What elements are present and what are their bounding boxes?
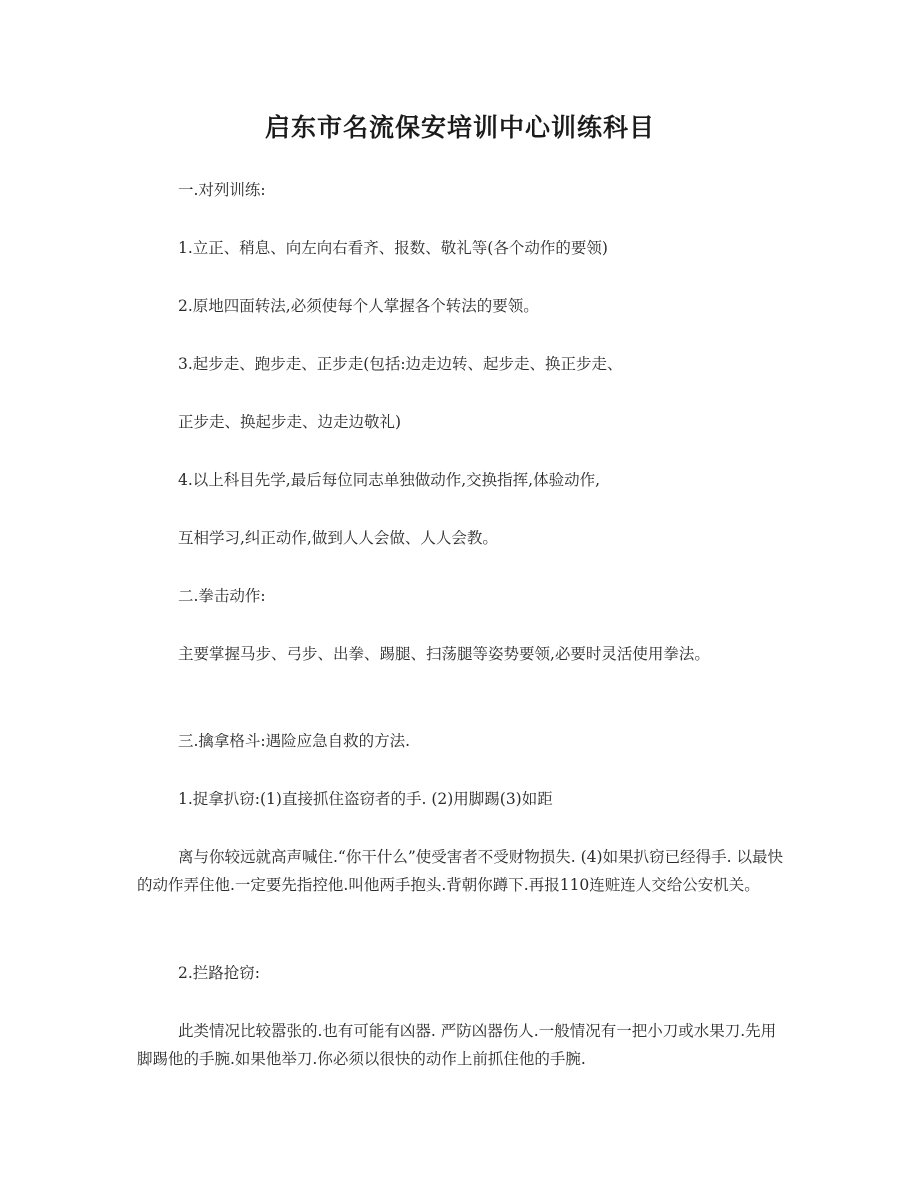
document-title: 启东市名流保安培训中心训练科目 <box>264 113 655 142</box>
paragraph: 4.以上科目先学,最后每位同志单独做动作,交换指挥,体验动作, <box>178 471 600 489</box>
paragraph: 互相学习,纠正动作,做到人人会做、人人会教。 <box>178 529 498 547</box>
paragraph: 3.起步走、跑步走、正步走(包括:边走边转、起步走、换正步走、 <box>178 355 623 373</box>
paragraph: 离与你较远就高声喊住.“你干什么”使受害者不受财物损失. (4)如果扒窃已经得手. 以最快的动作弄住他.一定要先指控他.叫他两手抱头.背朝你蹲下.再报110连赃连人交给公安机关。 <box>137 848 783 894</box>
section-heading-boxing: 二.拳击动作: <box>178 587 266 605</box>
paragraph: 1.捉拿扒窃:(1)直接抓住盗窃者的手. (2)用脚踢(3)如距 <box>178 790 553 808</box>
paragraph: 2.原地四面转法,必须使每个人掌握各个转法的要领。 <box>178 297 539 315</box>
paragraph: 2.拦路抢窃: <box>178 964 261 982</box>
section-heading-grappling: 三.擒拿格斗:遇险应急自救的方法. <box>178 732 411 750</box>
section-heading-drill: 一.对列训练: <box>178 181 266 199</box>
paragraph: 主要掌握马步、弓步、出拳、踢腿、扫荡腿等姿势要领,必要时灵活使用拳法。 <box>178 645 710 663</box>
paragraph: 此类情况比较嚣张的.也有可能有凶器. 严防凶器伤人.一般情况有一把小刀或水果刀.先用脚踢他的手腕.如果他举刀.你必须以很快的动作上前抓住他的手腕. <box>137 1022 777 1068</box>
paragraph: 1.立正、稍息、向左向右看齐、报数、敬礼等(各个动作的要领) <box>178 239 608 257</box>
paragraph: 正步走、换起步走、边走边敬礼) <box>178 413 402 431</box>
